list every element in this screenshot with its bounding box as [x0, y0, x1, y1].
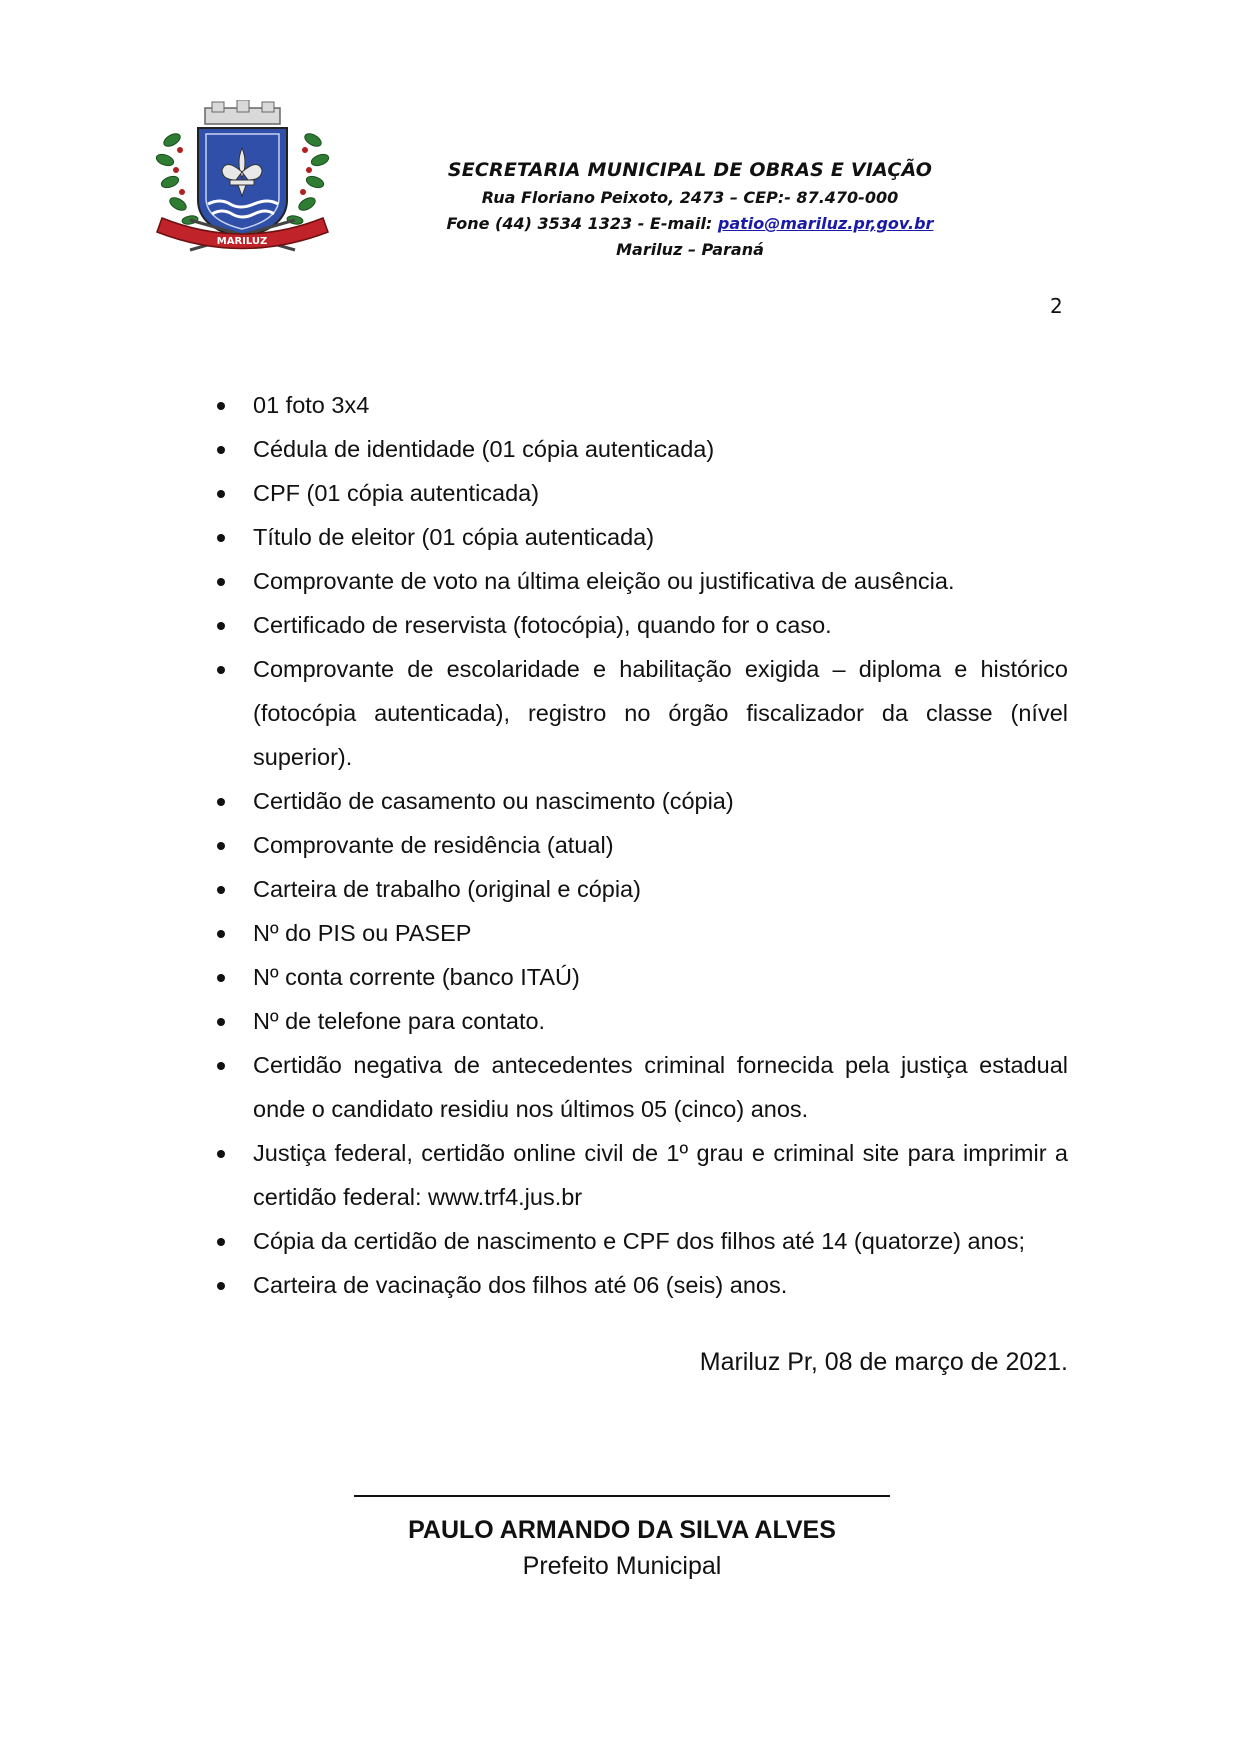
- city-line: Mariluz – Paraná: [616, 240, 764, 259]
- signatory-name: PAULO ARMANDO DA SILVA ALVES: [408, 1516, 836, 1544]
- requirement-item: [215, 471, 1068, 515]
- date-line: Mariluz Pr, 08 de março de 2021.: [699, 1348, 1068, 1376]
- page-number: 2: [1050, 294, 1063, 318]
- email-link[interactable]: patio@mariluz.pr,gov.br: [717, 214, 934, 233]
- bullet-icon: [217, 798, 225, 806]
- bullet-icon: [217, 490, 225, 498]
- bullet-icon: [217, 974, 225, 982]
- signature-line: [354, 1495, 890, 1497]
- department-title: SECRETARIA MUNICIPAL DE OBRAS E VIAÇÃO: [447, 159, 933, 181]
- requirement-text: Título de eleitor (01 cópia autenticada): [253, 524, 655, 550]
- bullet-icon: [217, 446, 225, 454]
- requirement-text: Carteira de trabalho (original e cópia): [253, 876, 641, 902]
- requirement-text: Nº conta corrente (banco ITAÚ): [253, 964, 580, 990]
- requirement-text: Certidão de casamento ou nascimento (cópia): [253, 788, 734, 814]
- bullet-icon: [217, 1062, 225, 1070]
- requirement-item: [215, 999, 1068, 1043]
- requirement-text: Comprovante de escolaridade e habilitação exigida – diploma e histórico (fotocópia autenticada), registro no órgão fiscalizador da classe (nível superior).: [253, 656, 1068, 770]
- bullet-icon: [217, 1150, 225, 1158]
- bullet-icon: [217, 842, 225, 850]
- requirement-text: Certificado de reservista (fotocópia), quando for o caso.: [253, 612, 832, 638]
- requirement-item: [215, 603, 1068, 647]
- requirement-item: [215, 779, 1068, 823]
- signatory-role: Prefeito Municipal: [522, 1552, 722, 1580]
- bullet-icon: [217, 1238, 225, 1246]
- bullet-icon: [217, 886, 225, 894]
- bullet-icon: [217, 1018, 225, 1026]
- bullet-icon: [217, 930, 225, 938]
- bullet-icon: [217, 402, 225, 410]
- requirement-item: [215, 647, 1068, 779]
- requirement-text: Justiça federal, certidão online civil de 1º grau e criminal site para imprimir a certidão federal: www.trf4.jus.br: [253, 1140, 1068, 1210]
- requirement-text: Carteira de vacinação dos filhos até 06 (seis) anos.: [253, 1272, 788, 1298]
- requirement-item: [215, 867, 1068, 911]
- municipal-crest-icon: [150, 100, 335, 265]
- bullet-icon: [217, 534, 225, 542]
- requirement-item: [215, 955, 1068, 999]
- requirement-item: [215, 559, 1068, 603]
- address-line: Rua Floriano Peixoto, 2473 – CEP:- 87.470-000: [481, 188, 899, 207]
- requirement-text: Comprovante de voto na última eleição ou justificativa de ausência.: [253, 568, 955, 594]
- requirement-text: CPF (01 cópia autenticada): [253, 480, 540, 506]
- bullet-icon: [217, 1282, 225, 1290]
- requirement-item: [215, 911, 1068, 955]
- letterhead: [150, 100, 1100, 270]
- requirement-item: [215, 1131, 1068, 1219]
- requirement-item: [215, 1219, 1068, 1263]
- signature-block: [354, 1495, 890, 1585]
- requirement-item: [215, 515, 1068, 559]
- bullet-icon: [217, 666, 225, 674]
- requirement-text: Cópia da certidão de nascimento e CPF dos filhos até 14 (quatorze) anos;: [253, 1228, 1026, 1254]
- requirement-text: Cédula de identidade (01 cópia autenticada): [253, 436, 715, 462]
- requirement-item: [215, 823, 1068, 867]
- bullet-icon: [217, 622, 225, 630]
- requirement-text: Certidão negativa de antecedentes criminal fornecida pela justiça estadual onde o candidato residiu nos últimos 05 (cinco) anos.: [253, 1052, 1068, 1122]
- requirement-item: [215, 427, 1068, 471]
- requirement-item: [215, 1263, 1068, 1307]
- letterhead-text: [390, 155, 990, 263]
- requirement-text: Nº do PIS ou PASEP: [253, 920, 472, 946]
- requirement-text: Nº de telefone para contato.: [253, 1008, 546, 1034]
- requirement-text: 01 foto 3x4: [253, 392, 370, 418]
- bullet-icon: [217, 578, 225, 586]
- contact-line: [390, 211, 990, 237]
- requirement-item: [215, 383, 1068, 427]
- requirement-item: [215, 1043, 1068, 1131]
- crest-banner-text: MARILUZ: [216, 236, 268, 247]
- requirement-text: Comprovante de residência (atual): [253, 832, 614, 858]
- phone-text: Fone (44) 3534 1323 - E-mail:: [446, 214, 718, 233]
- requirements-list: [215, 383, 1068, 1307]
